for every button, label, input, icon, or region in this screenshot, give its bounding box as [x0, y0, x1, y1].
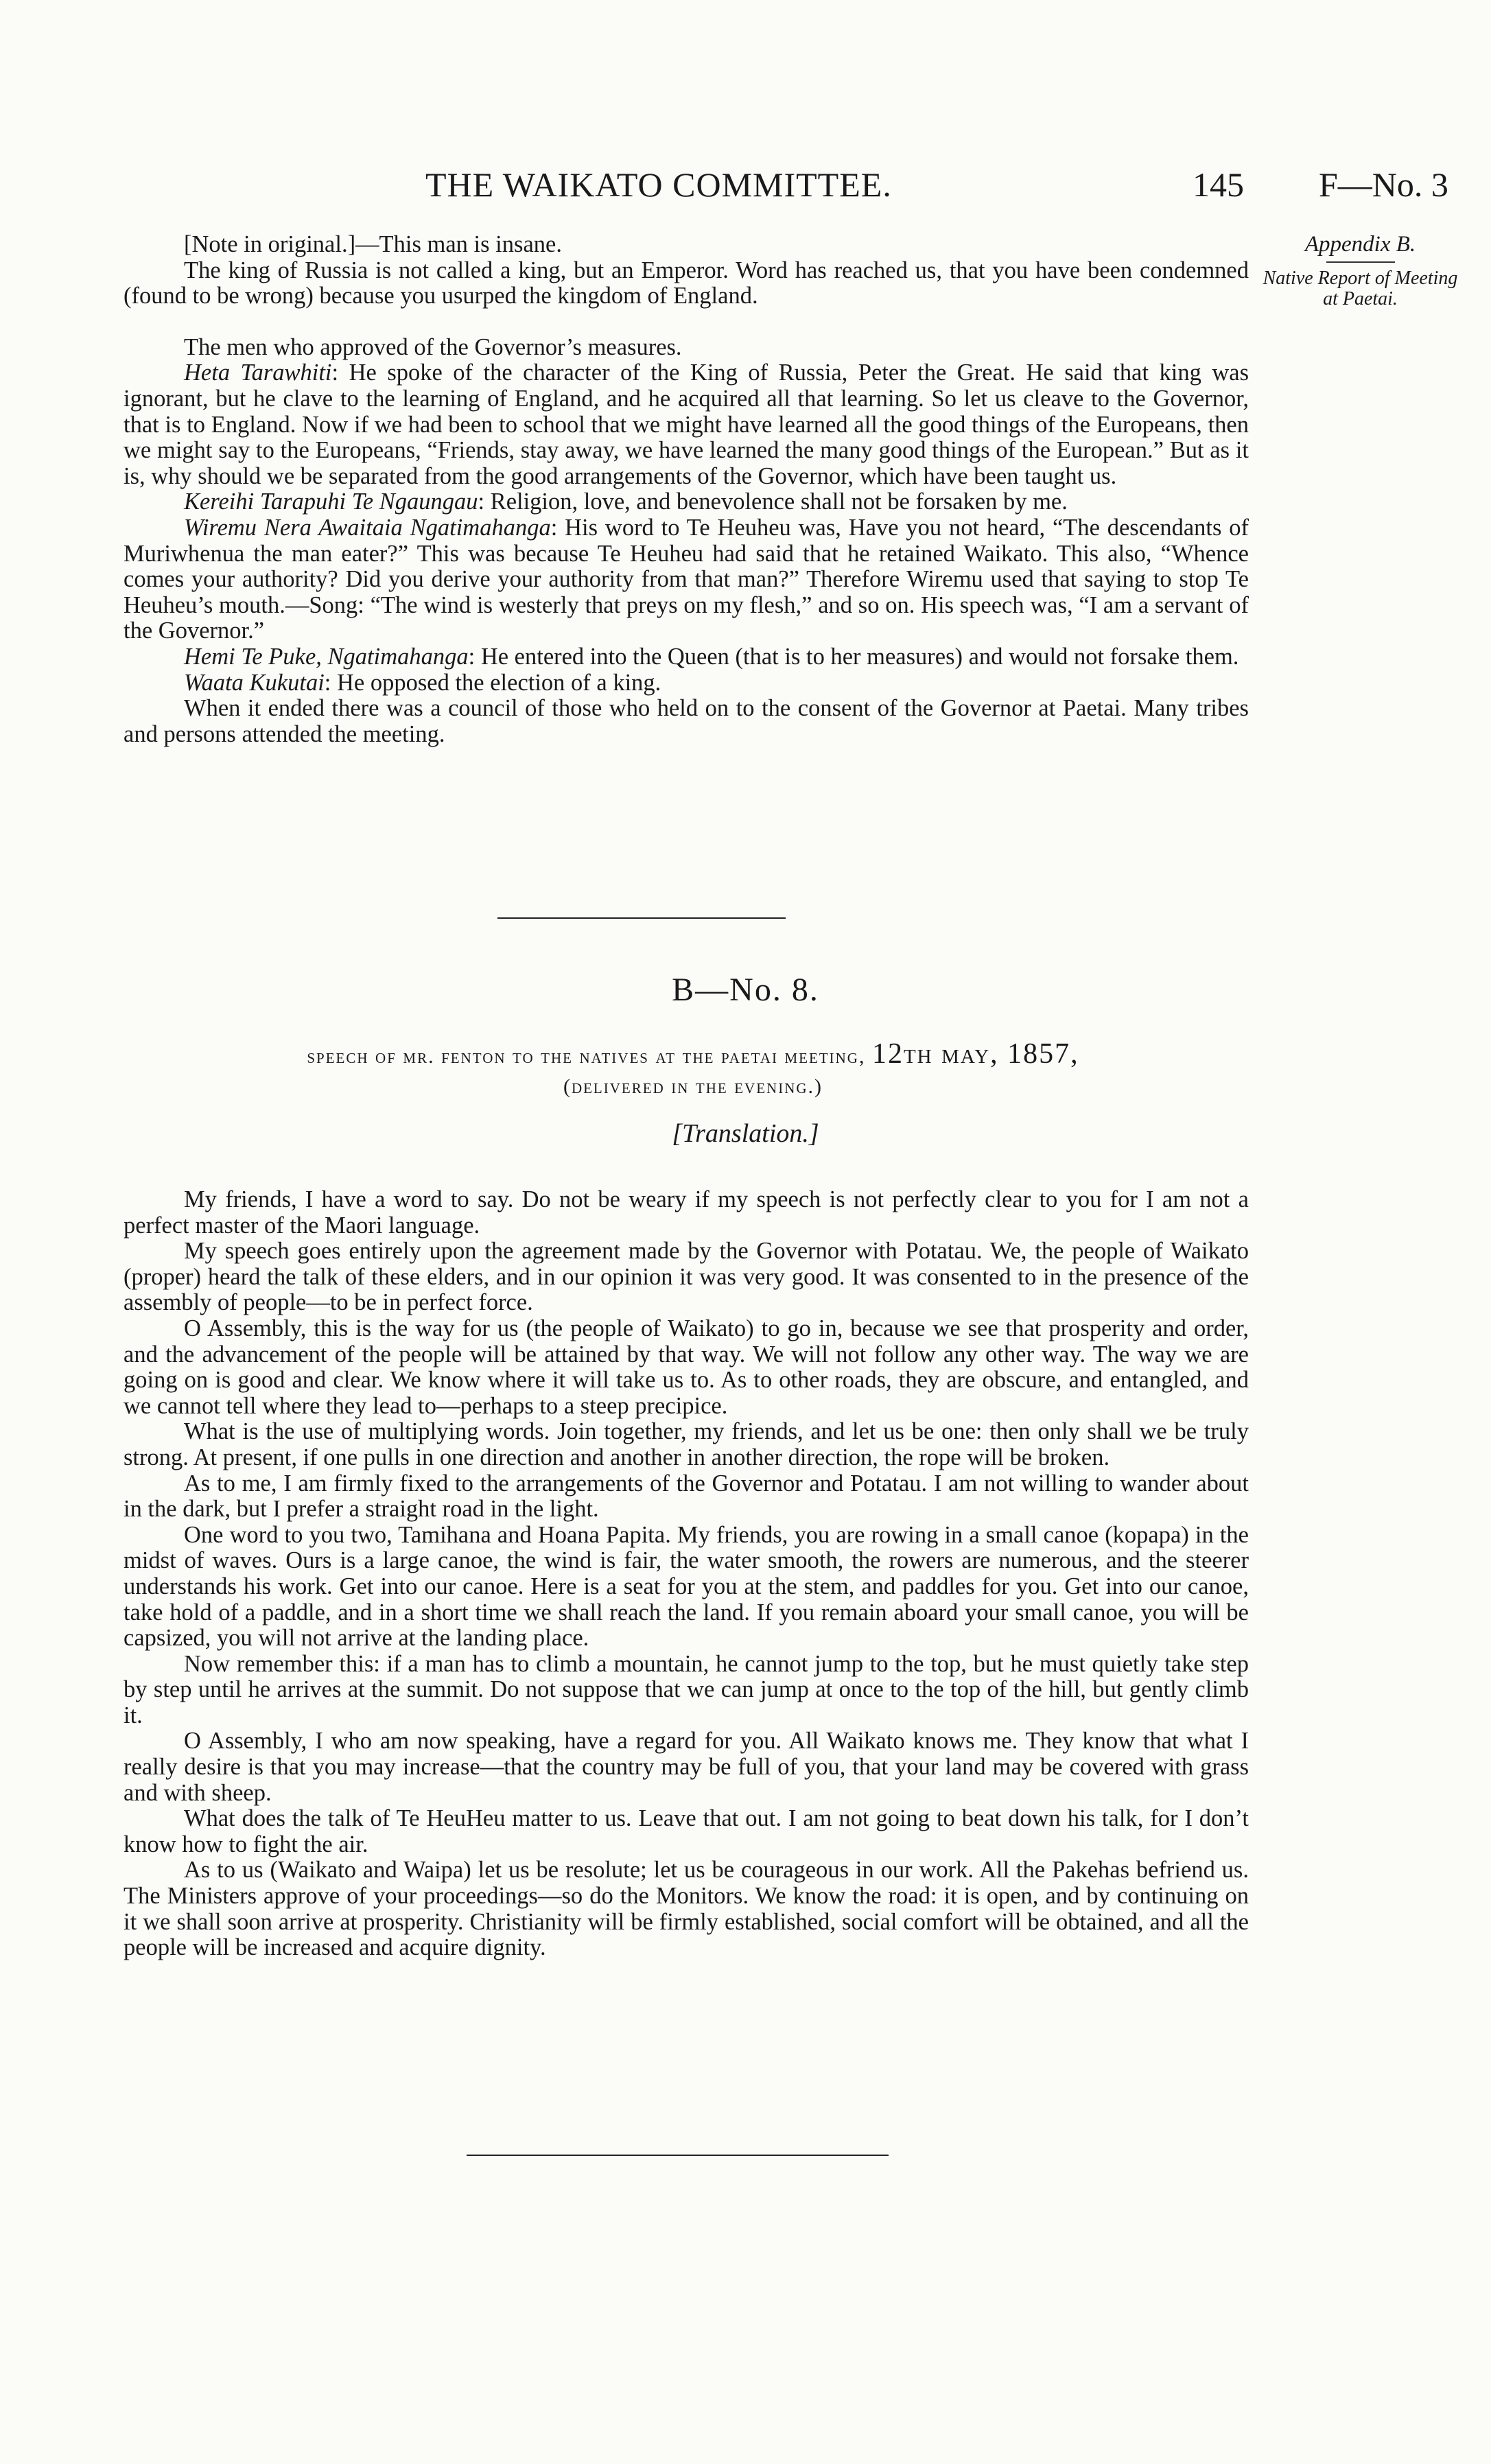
section-title-line-2: (delivered in the evening.) — [563, 1075, 823, 1098]
speaker-text: : He spoke of the character of the King of Russia, Peter the Great. He said that king was ignorant, but he clave to the learning of England, and he acquired all that learning. So let us cleave to the Governor, that is to England. Now if we had been to school that we might have learned all the good things of the Europeans, then we might say to the Europeans, “Friends, stay away, we have learned the many good things of the European.” But as it is, why should we be separated from the good arrangements of the Governor, which have been taught us. — [124, 360, 1249, 489]
speech-paragraph: My friends, I have a word to say. Do not be weary if my speech is not perfectly clear to you for I am not a perfect master of the Maori language. — [124, 1186, 1249, 1239]
note-in-original: [Note in original.]—This man is insane. — [184, 231, 562, 257]
speech-paragraph: Now remember this: if a man has to climb a mountain, he cannot jump to the top, but he must quietly take step by step until he arrives at the summit. Do not suppose that we can jump at once to the top of the hill, but gently climb it. — [124, 1650, 1249, 1728]
margin-notes — [1263, 232, 1458, 309]
section-title-line-1 — [137, 1039, 1249, 1072]
speech-paragraph: O Assembly, I who am now speaking, have a regard for you. All Waikato knows me. They know that what I really desire is that you may increase—that the country may be full of you, that your land may be covered with grass and with sheep. — [124, 1728, 1249, 1806]
speaker-name: Waata Kukutai — [184, 669, 325, 696]
speech-paragraph: My speech goes entirely upon the agreement made by the Governor with Potatau. We, the people of Waikato (proper) heard the talk of these elders, and in our opinion it was very good. It was consented to in the presence of the assembly of people—to be in perfect force. — [124, 1238, 1249, 1316]
section-title — [137, 1039, 1249, 1102]
speaker-paragraph — [124, 670, 1249, 696]
section-title-text: speech of mr. fenton to the natives at the paetai meeting, — [307, 1045, 866, 1068]
speaker-paragraph — [124, 360, 1249, 489]
closing-paragraph: When it ended there was a council of those who held on to the consent of the Governor at Paetai. Many tribes and persons attended the meeting. — [124, 695, 1249, 747]
speaker-paragraph — [124, 644, 1249, 670]
speaker-name: Heta Tarawhiti — [184, 360, 332, 386]
speaker-name: Kereihi Tarapuhi Te Ngaungau — [184, 489, 478, 515]
speaker-text: : He entered into the Queen (that is to her measures) and would not forsake them. — [468, 643, 1239, 670]
margin-appendix-label: Appendix B. — [1304, 232, 1416, 257]
speech-paragraph: What does the talk of Te HeuHeu matter to us. Leave that out. I am not going to beat down his talk, for I don’t know how to fight the air. — [124, 1805, 1249, 1857]
document-reference: F—No. 3 — [1319, 165, 1448, 204]
speaker-paragraph — [124, 515, 1249, 644]
page-number: 145 — [1193, 165, 1244, 204]
speaker-text: : His word to Te Heuheu was, Have you not heard, “The descendants of Muriwhenua the man eater?” This was because Te Heuheu had said that he retained Waikato. This also, “Whence comes your authority? Did you derive your authority from that man?” Therefore Wiremu used that saying to stop Te Heuheu’s mouth.—Song: “The wind is westerly that preys on my flesh,” and so on. His speech was, “I am a servant of the Governor.” — [124, 514, 1249, 644]
speech-paragraph: What is the use of multiplying words. Join together, my friends, and let us be one: then only shall we be truly strong. At present, if one pulls in one direction and another in another direction, the rope will be broken. — [124, 1418, 1249, 1470]
speech-paragraph: As to us (Waikato and Waipa) let us be resolute; let us be courageous in our work. All the Pakehas befriend us. The Ministers approve of your proceedings—so do the Monitors. We know the road: it is open, and by continuing on it we shall soon arrive at prosperity. Christianity will be firmly established, social comfort will be obtained, and all the people will be increased and acquire dignity. — [124, 1857, 1249, 1961]
margin-rule — [1326, 261, 1395, 263]
speaker-paragraph — [124, 489, 1249, 515]
section-divider — [497, 917, 786, 919]
speaker-name: Wiremu Nera Awaitaia Ngatimahanga — [184, 514, 551, 541]
running-title: THE WAIKATO COMMITTEE. — [425, 165, 892, 204]
spacer — [124, 309, 1249, 335]
margin-note: Native Report of Meeting at Paetai. — [1263, 268, 1458, 309]
translation-label: [Translation.] — [672, 1119, 819, 1148]
section-heading: B—No. 8. — [672, 972, 819, 1008]
top-section — [124, 232, 1249, 747]
speech-paragraph: One word to you two, Tamihana and Hoana Papita. My friends, you are rowing in a small canoe (kopapa) in the midst of waves. Ours is a large canoe, the wind is fair, the water smooth, the rowers are numerous, and the steerer understands his work. Get into our canoe. Here is a seat for you at the stem, and paddles for you. Get into our canoe, take hold of a paddle, and in a short time we shall reach the land. If you remain aboard your small canoe, you will be capsized, you will not arrive at the landing place. — [124, 1521, 1249, 1652]
approvers-intro: The men who approved of the Governor’s measures. — [184, 333, 682, 360]
section-title-date: 12th may, 1857, — [871, 1038, 1079, 1070]
speech-body — [124, 1187, 1249, 1961]
speech-paragraph: O Assembly, this is the way for us (the people of Waikato) to go in, because we see that prosperity and order, and the advancement of the people will be attained by that way. We will not follow any other way. The way we are going on is good and clear. We know where it will take us to. As to other roads, they are obscure, and entangled, and we cannot tell where they lead to—perhaps to a steep precipice. — [124, 1315, 1249, 1419]
speech-paragraph: As to me, I am firmly fixed to the arrangements of the Governor and Potatau. I am not willing to wander about in the dark, but I prefer a straight road in the light. — [124, 1470, 1249, 1523]
page-header — [0, 165, 1491, 213]
speaker-text: : He opposed the election of a king. — [324, 669, 661, 696]
speaker-text: : Religion, love, and benevolence shall not be forsaken by me. — [478, 489, 1068, 515]
section-end-rule — [467, 2155, 889, 2156]
speaker-name: Hemi Te Puke, Ngatimahanga — [184, 643, 469, 670]
russia-paragraph: The king of Russia is not called a king, but an Emperor. Word has reached us, that you have been condemned (found to be wrong) because you usurped the kingdom of England. — [124, 257, 1249, 309]
